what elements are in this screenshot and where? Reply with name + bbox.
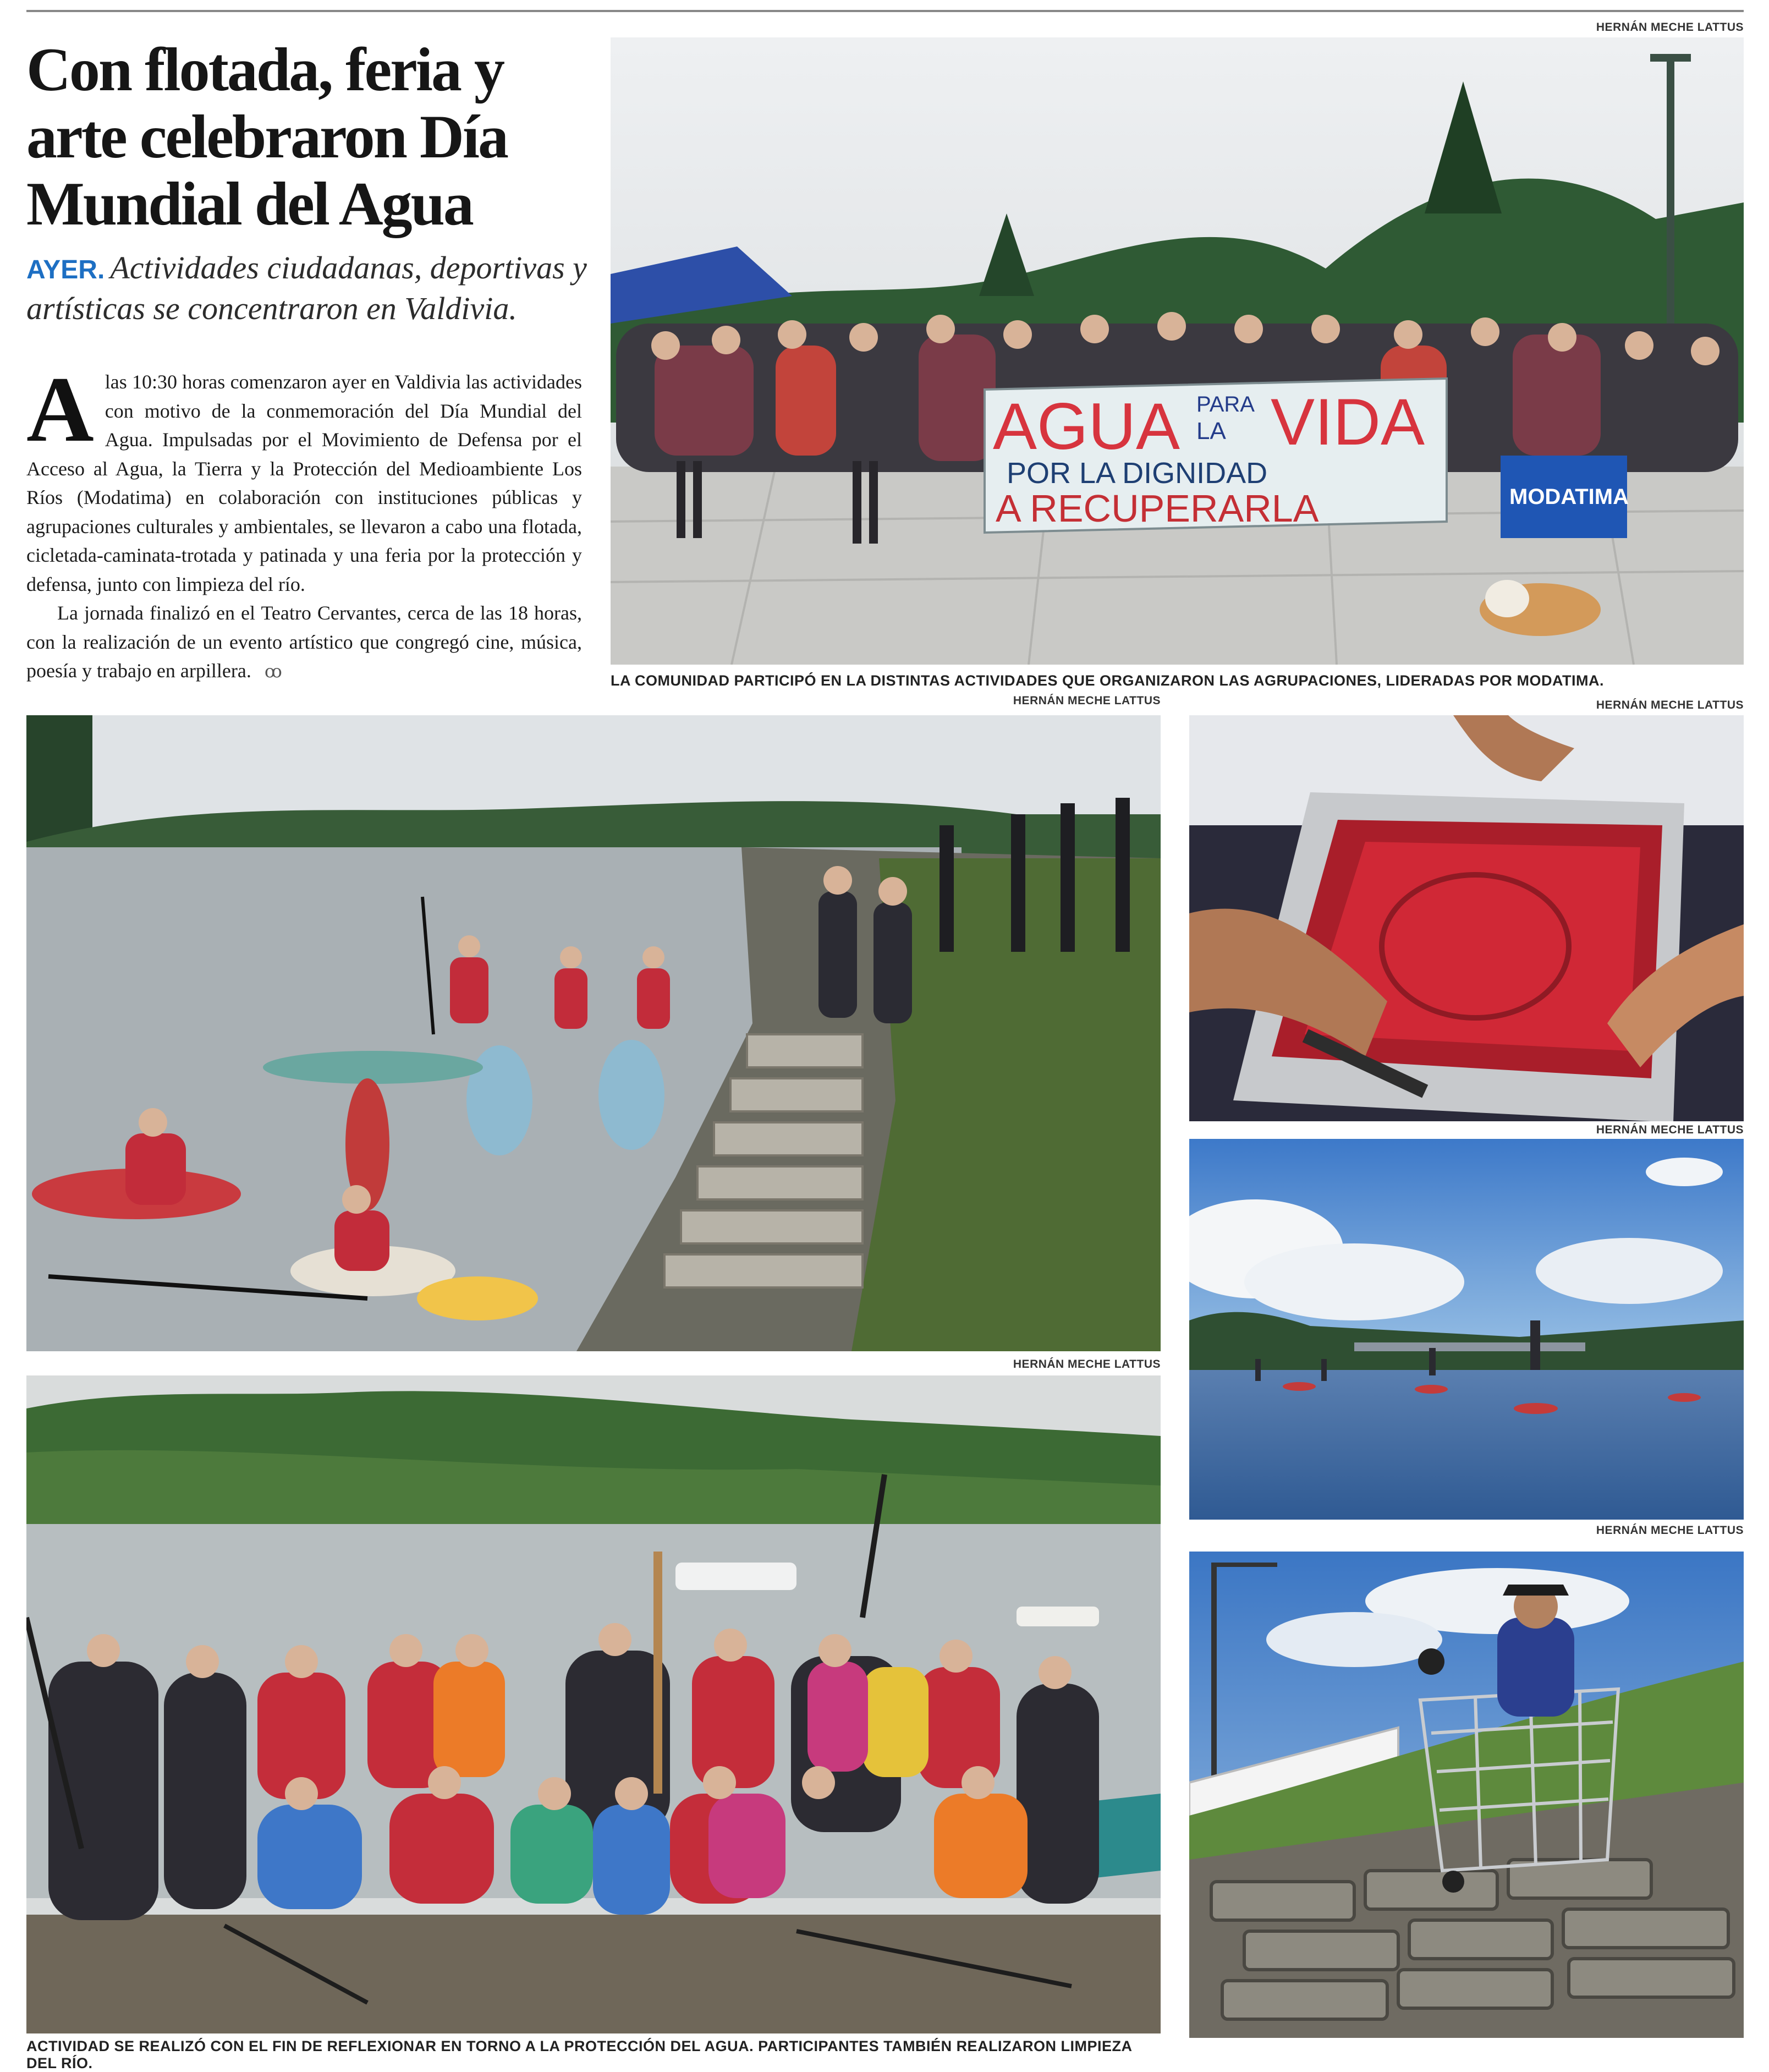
article-body <box>26 358 582 686</box>
photo-paddleboards <box>26 715 1161 1351</box>
banner-text-vida: VIDA <box>1271 385 1425 459</box>
photo-silkscreen <box>1189 715 1744 1121</box>
banner-text-para: PARA <box>1196 392 1255 416</box>
photo-credit-1: HERNÁN MECHE LATTUS <box>1596 21 1744 34</box>
photo-credit-5: HERNÁN MECHE LATTUS <box>1596 1524 1744 1537</box>
subhead-block <box>26 249 598 328</box>
banner-text-recuperarla: A RECUPERARLA <box>996 487 1319 530</box>
photo-river-paddlers <box>1189 1139 1744 1520</box>
banner-text-dignidad: POR LA DIGNIDAD <box>1007 457 1268 490</box>
photo-group-banner <box>611 37 1744 665</box>
caption-2: ACTIVIDAD SE REALIZÓ CON EL FIN DE REFLEXIONAR EN TORNO A LA PROTECCIÓN DEL AGUA. PARTICIPANTES TAMBIÉN REALIZARON LIMPIEZA DEL RÍO. <box>26 2038 1132 2071</box>
caption-1: LA COMUNIDAD PARTICIPÓ EN LA DISTINTAS ACTIVIDADES QUE ORGANIZARON LAS AGRUPACIONES, LIDERADAS POR MODATIMA. <box>611 672 1605 689</box>
paragraph-2 <box>26 599 582 686</box>
paragraph-1 <box>26 358 582 599</box>
drop-cap: A <box>26 358 94 461</box>
banner-text-la: LA <box>1196 418 1226 445</box>
photo-cart-cleanup <box>1189 1552 1744 2038</box>
kicker: AYER. <box>26 255 105 284</box>
end-mark-icon: ꝏ <box>264 661 282 682</box>
photo-credit-2: HERNÁN MECHE LATTUS <box>1013 694 1161 707</box>
top-rule <box>26 10 1744 12</box>
subhead: Actividades ciudadanas, deportivas y artísticas se concentraron en Valdivia. <box>26 250 587 326</box>
photo-credit-4: HERNÁN MECHE LATTUS <box>1596 699 1744 711</box>
headline: Con flotada, feria y arte celebraron Día Mundial del Agua <box>26 36 507 238</box>
paragraph-1-text: las 10:30 horas comenzaron ayer en Valdivia las actividades con motivo de la conmemoración del Día Mundial del Agua. Impulsadas por el Movimiento de Defensa por el Acceso al Agua, la Tierra y la Protección del Medioambiente Los Ríos (Modatima) en colaboración con instituciones públicas y agrupaciones culturales y ambientales, se llevaron a cabo una flotada, cicletada-caminata-trotada y patinada y una feria por la protección y defensa, junto con limpieza del río. <box>26 371 582 595</box>
photo-group-riverbank <box>26 1375 1161 2033</box>
banner-text-agua: AGUA <box>993 390 1180 463</box>
photo-credit-5-top: HERNÁN MECHE LATTUS <box>1596 1123 1744 1136</box>
photo-credit-3: HERNÁN MECHE LATTUS <box>1013 1358 1161 1371</box>
modatima-flag-text: MODATIMA <box>1509 485 1629 509</box>
paragraph-2-text: La jornada finalizó en el Teatro Cervantes, cerca de las 18 horas, con la realización de un evento artístico que congregó cine, música, poesía y trabajo en arpillera. <box>26 602 582 682</box>
